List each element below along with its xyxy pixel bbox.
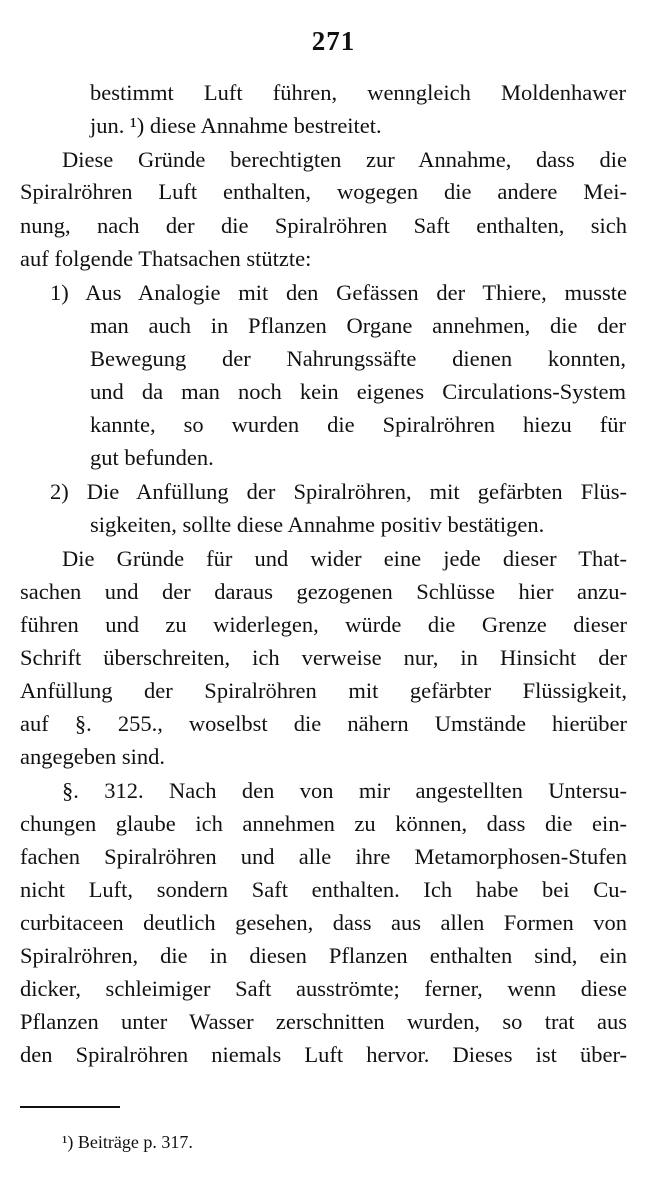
text-line: sachen und der daraus gezogenen Schlüsse hier anzu- <box>20 579 627 604</box>
text-line: den Spiralröhren niemals Luft hervor. Dieses ist über- <box>20 1042 627 1067</box>
footnote: ¹) Beiträge p. 317. <box>62 1132 193 1152</box>
text-line: Die Gründe für und wider eine jede dieser That- <box>62 546 627 571</box>
text-line: Anfüllung der Spiralröhren mit gefärbter Flüssigkeit, <box>20 678 627 703</box>
text-line: und da man noch kein eigenes Circulations-System <box>90 379 626 404</box>
text-line: nicht Luft, sondern Saft enthalten. Ich habe bei Cu- <box>20 877 627 902</box>
text-line: sigkeiten, sollte diese Annahme positiv bestätigen. <box>90 512 545 537</box>
text-line: Spiralröhren, die in diesen Pflanzen enthalten sind, ein <box>20 943 627 968</box>
text-line: Bewegung der Nahrungssäfte dienen konnten, <box>90 346 626 371</box>
text-line: gut befunden. <box>90 445 214 470</box>
text-line: Pflanzen unter Wasser zerschnitten wurden, so trat aus <box>20 1009 627 1034</box>
text-line: dicker, schleimiger Saft ausströmte; ferner, wenn diese <box>20 976 627 1001</box>
text-line: Diese Gründe berechtigten zur Annahme, dass die <box>62 147 627 172</box>
text-line: auf §. 255., woselbst die nähern Umstände hierüber <box>20 711 627 736</box>
text-line: führen und zu widerlegen, würde die Grenze dieser <box>20 612 627 637</box>
text-line: jun. ¹) diese Annahme bestreitet. <box>90 113 382 138</box>
section-start-line: §. 312. Nach den von mir angestellten Untersu- <box>62 778 627 803</box>
text-line: man auch in Pflanzen Organe annehmen, die der <box>90 313 626 338</box>
text-line: curbitaceen deutlich gesehen, dass aus allen Formen von <box>20 910 627 935</box>
text-line: kannte, so wurden die Spiralröhren hiezu für <box>90 412 626 437</box>
text-line: bestimmt Luft führen, wenngleich Moldenhawer <box>90 80 626 105</box>
text-line: Spiralröhren Luft enthalten, wogegen die andere Mei- <box>20 179 627 204</box>
list-item-line: 1) Aus Analogie mit den Gefässen der Thiere, musste <box>50 280 627 305</box>
text-line: auf folgende Thatsachen stützte: <box>20 246 312 271</box>
text-line: angegeben sind. <box>20 744 165 769</box>
text-line: chungen glaube ich annehmen zu können, dass die ein- <box>20 811 627 836</box>
page-number: 271 <box>311 26 356 56</box>
footnote-divider <box>20 1106 120 1108</box>
text-line: fachen Spiralröhren und alle ihre Metamorphosen-Stufen <box>20 844 627 869</box>
text-line: Schrift überschreiten, ich verweise nur, in Hinsicht der <box>20 645 627 670</box>
text-line: nung, nach der die Spiralröhren Saft enthalten, sich <box>20 213 627 238</box>
list-item-line: 2) Die Anfüllung der Spiralröhren, mit gefärbten Flüs- <box>50 479 627 504</box>
